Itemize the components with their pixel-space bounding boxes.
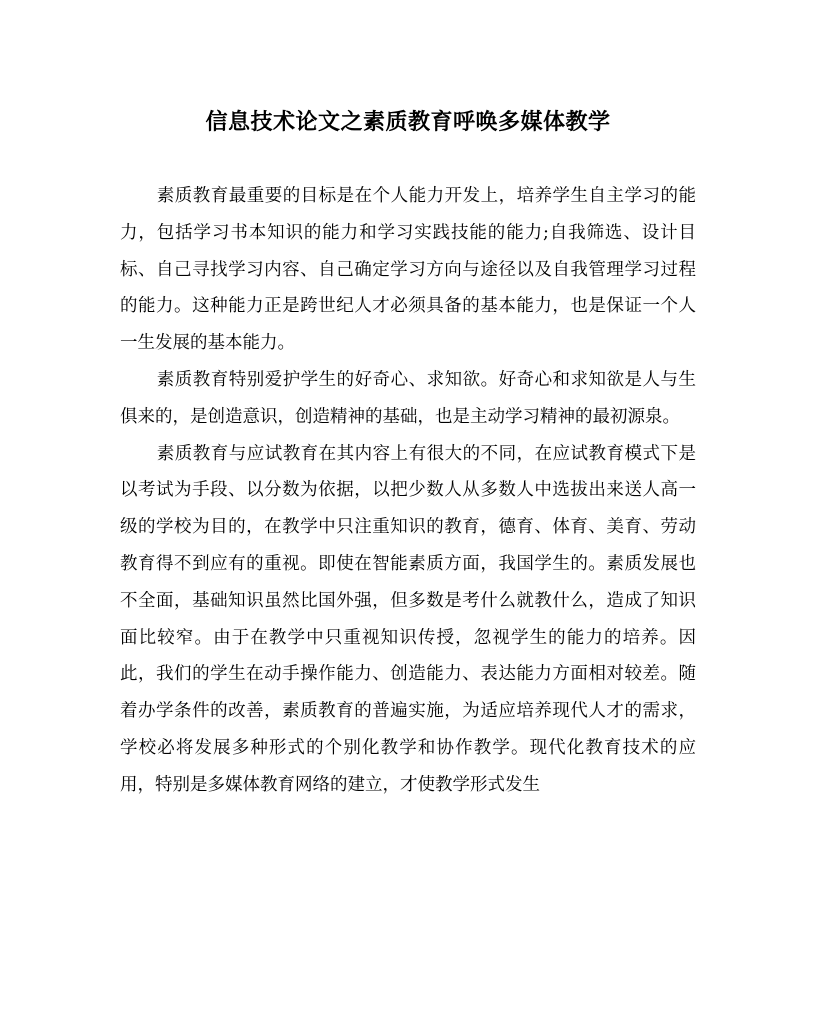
paragraph-2: 素质教育特别爱护学生的好奇心、求知欲。好奇心和求知欲是人与生俱来的，是创造意识，创造精神的基础，也是主动学习精神的最初源泉。: [120, 369, 696, 427]
paragraph-1: 素质教育最重要的目标是在个人能力开发上，培养学生自主学习的能力，包括学习书本知识的能力和学习实践技能的能力;自我筛选、设计目标、自己寻找学习内容、自己确定学习方向与途径以及自我管理学习过程的能力。这种能力正是跨世纪人才必须具备的基本能力，也是保证一个人一生发展的基本能力。: [120, 186, 696, 354]
paragraph-3: 素质教育与应试教育在其内容上有很大的不同，在应试教育模式下是以考试为手段、以分数为依据，以把少数人从多数人中选拔出来送人高一级的学校为目的，在教学中只注重知识的教育，德育、体育、美育、劳动教育得不到应有的重视。即使在智能素质方面，我国学生的。素质发展也不全面，基础知识虽然比国外强，但多数是考什么就教什么，造成了知识面比较窄。由于在教学中只重视知识传授，忽视学生的能力的培养。因此，我们的学生在动手操作能力、创造能力、表达能力方面相对较差。随着办学条件的改善，素质教育的普遍实施，为适应培养现代人才的需求，学校必将发展多种形式的个别化教学和协作教学。现代化教育技术的应用，特别是多媒体教育网络的建立，才使教学形式发生: [120, 443, 696, 795]
document-body: [120, 178, 696, 804]
document-title: 信息技术论文之素质教育呼唤多媒体教学: [205, 109, 611, 135]
